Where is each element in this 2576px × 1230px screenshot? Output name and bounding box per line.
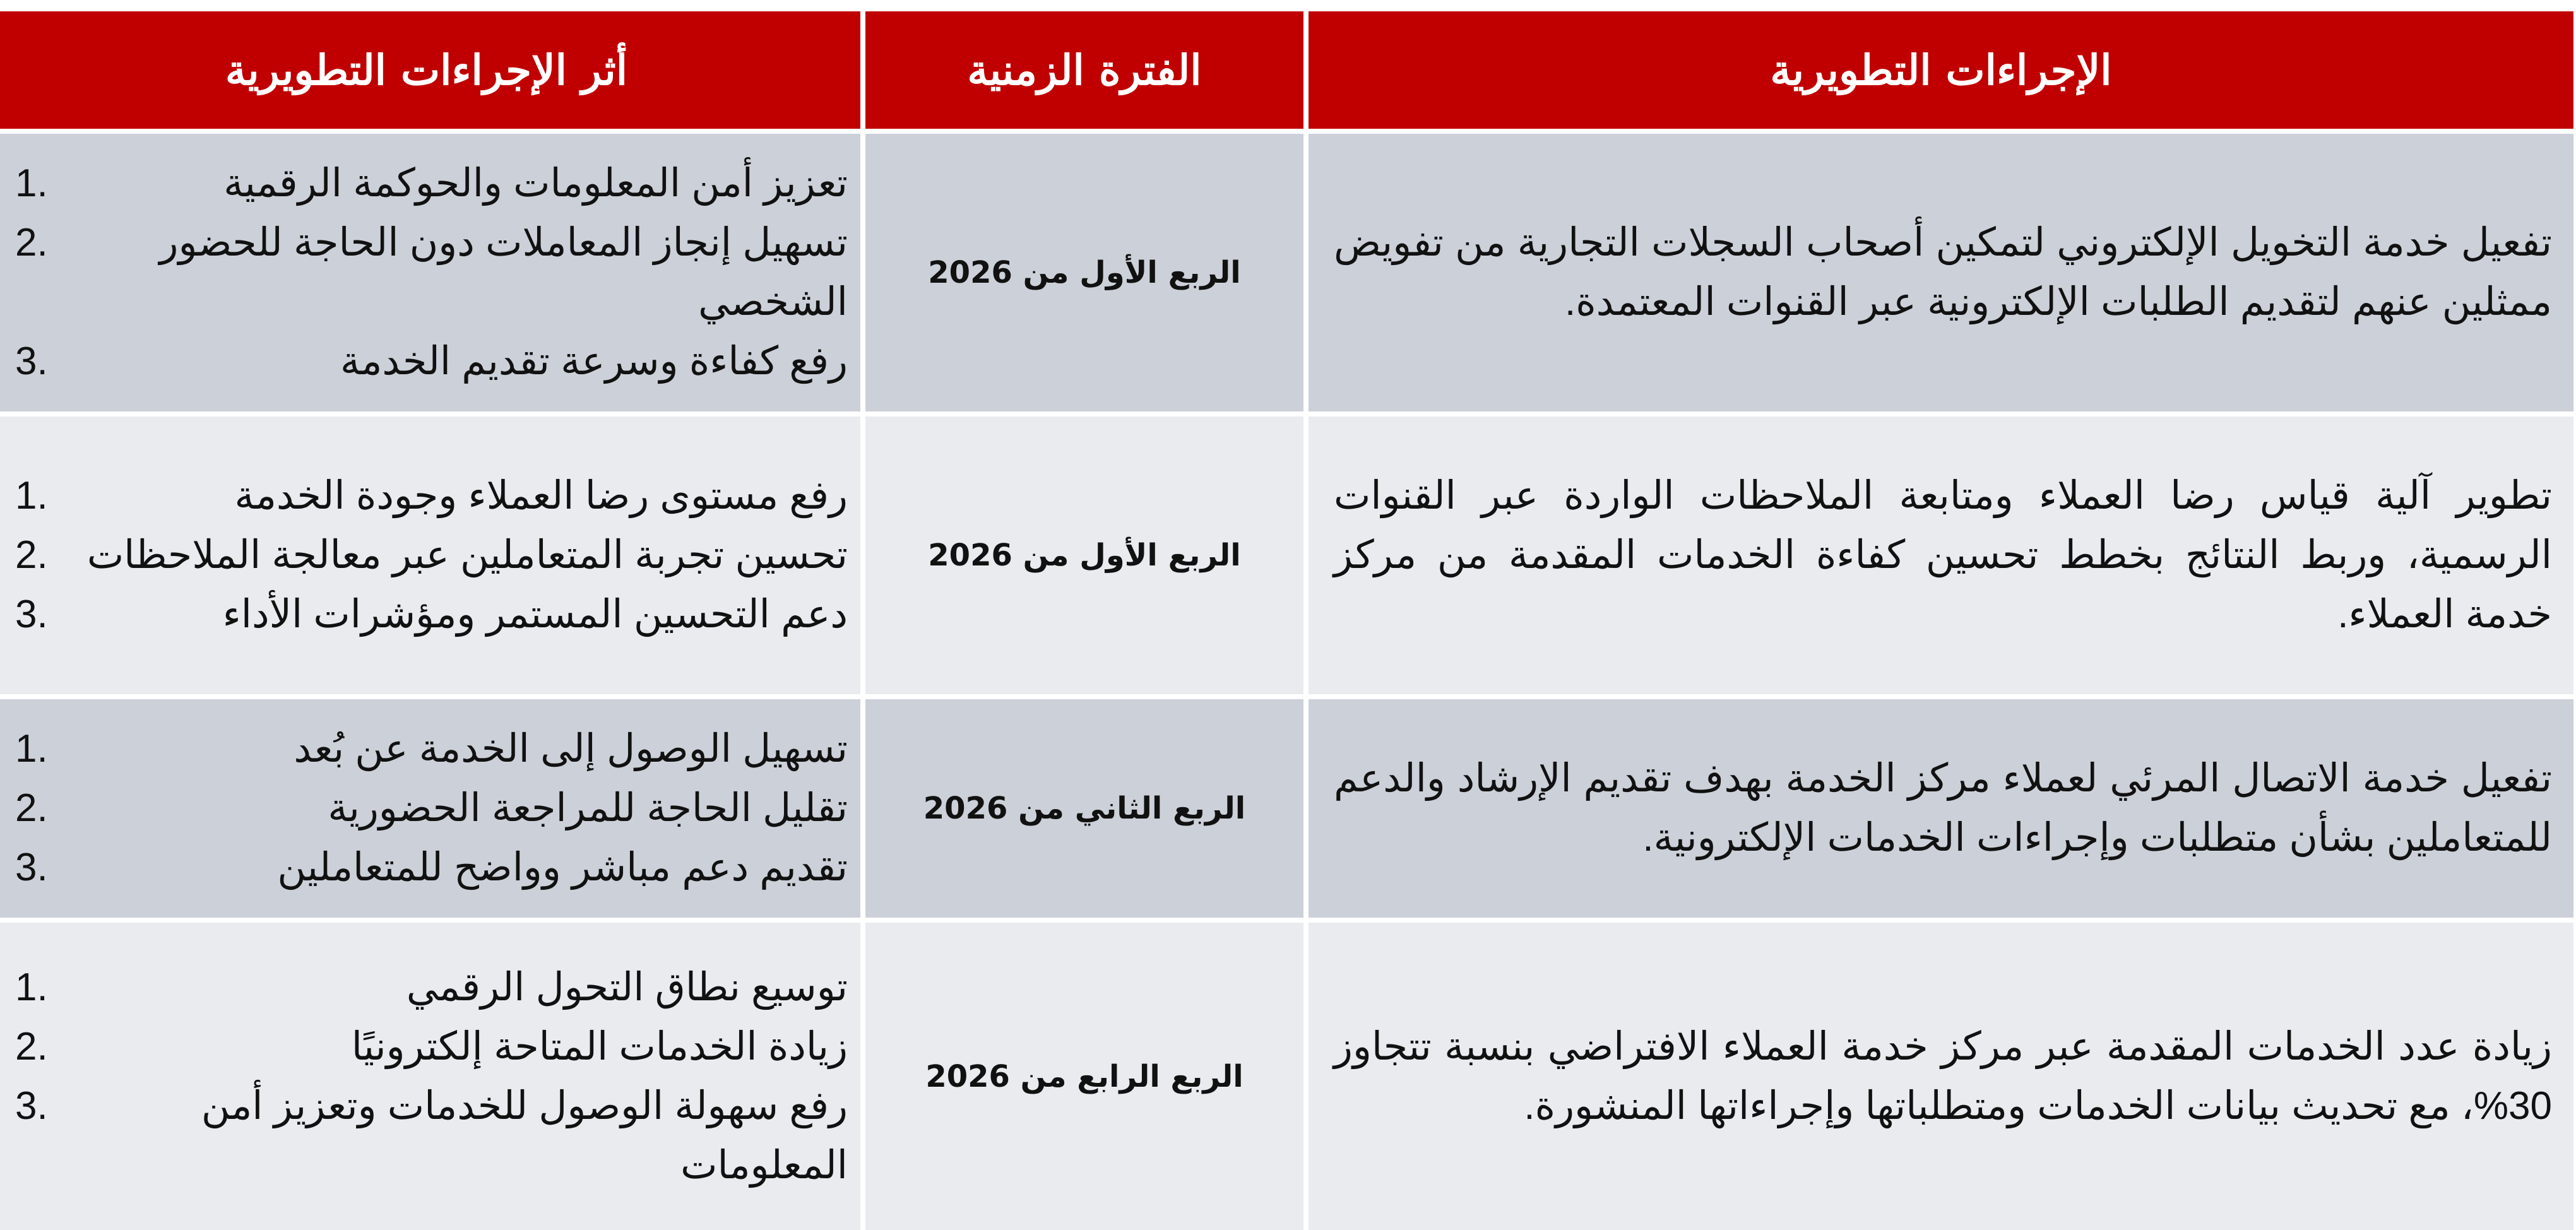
table-row-1-impact [0,134,860,411]
table-row-3-period: الربع الثاني من 2026 [865,699,1303,918]
impact-list [11,466,848,644]
impact-number: 3. [15,340,48,383]
impact-text: تعزيز أمن المعلومات والحوكمة الرقمية [223,162,848,205]
header-impact: أثر الإجراءات التطويرية [0,11,860,129]
impact-number: 2. [15,786,48,830]
impact-text: رفع كفاءة وسرعة تقديم الخدمة [340,340,848,383]
list-item [11,526,848,585]
table-row-4-action [1309,923,2573,1230]
table-row-2-impact [0,417,860,694]
action-text: تفعيل خدمة التخويل الإلكتروني لتمكين أصحاب السجلات التجارية من تفويض ممثلين عنهم لتقديم الطلبات الإلكترونية عبر القنوات المعتمدة. [1334,221,2552,324]
impact-number: 1. [15,965,48,1009]
impact-text: زيادة الخدمات المتاحة إلكترونيًا [351,1024,848,1068]
table-row-2-action [1309,417,2573,694]
list-item [11,1077,848,1195]
list-item [11,154,848,213]
impact-text: توسيع نطاق التحول الرقمي [406,965,848,1009]
impact-text: تحسين تجربة المتعاملين عبر معالجة الملاحظات [86,533,848,577]
table-row-4-period: الربع الرابع من 2026 [865,923,1303,1230]
impact-number: 1. [15,162,48,205]
table-row-1-period: الربع الأول من 2026 [865,134,1303,411]
list-item [11,213,848,332]
impact-number: 1. [15,474,48,517]
list-item [11,779,848,838]
impact-number: 2. [15,1024,48,1068]
action-text: تطوير آلية قياس رضا العملاء ومتابعة الملاحظات الواردة عبر القنوات الرسمية، وربط النتائج بخطط تحسين كفاءة الخدمات المقدمة من مركز خدمة العملاء. [1334,474,2552,636]
action-text: تفعيل خدمة الاتصال المرئي لعملاء مركز الخدمة بهدف تقديم الإرشاد والدعم للمتعاملين بشأن متطلبات وإجراءات الخدمات الإلكترونية. [1334,757,2552,860]
impact-list [11,719,848,897]
list-item [11,838,848,897]
list-item [11,1017,848,1077]
impact-number: 2. [15,221,48,264]
development-actions-table [3,11,2573,1210]
impact-text: تسهيل إنجاز المعاملات دون الحاجة للحضور الشخصي [159,221,848,324]
impact-text: دعم التحسين المستمر ومؤشرات الأداء [222,593,848,636]
impact-number: 3. [15,593,48,636]
list-item [11,585,848,644]
impact-text: رفع مستوى رضا العملاء وجودة الخدمة [234,474,848,517]
list-item [11,466,848,526]
impact-text: تقديم دعم مباشر وواضح للمتعاملين [277,846,848,889]
table-row-2-period: الربع الأول من 2026 [865,417,1303,694]
list-item [11,719,848,779]
impact-number: 3. [15,846,48,889]
impact-list [11,958,848,1195]
list-item [11,332,848,391]
action-text: زيادة عدد الخدمات المقدمة عبر مركز خدمة العملاء الافتراضي بنسبة تتجاوز 30%، مع تحديث بيانات الخدمات ومتطلباتها وإجراءاتها المنشورة. [1334,1024,2552,1128]
header-period: الفترة الزمنية [865,11,1303,129]
list-item [11,958,848,1017]
header-actions: الإجراءات التطويرية [1309,11,2573,129]
table-row-3-impact [0,699,860,918]
impact-text: رفع سهولة الوصول للخدمات وتعزيز أمن المعلومات [201,1084,848,1187]
impact-text: تقليل الحاجة للمراجعة الحضورية [328,786,848,830]
impact-number: 2. [15,533,48,577]
impact-text: تسهيل الوصول إلى الخدمة عن بُعد [294,727,848,771]
table-row-3-action [1309,699,2573,918]
table-row-4-impact [0,923,860,1230]
impact-number: 3. [15,1084,48,1128]
impact-number: 1. [15,727,48,771]
impact-list [11,154,848,391]
table-row-1-action [1309,134,2573,411]
